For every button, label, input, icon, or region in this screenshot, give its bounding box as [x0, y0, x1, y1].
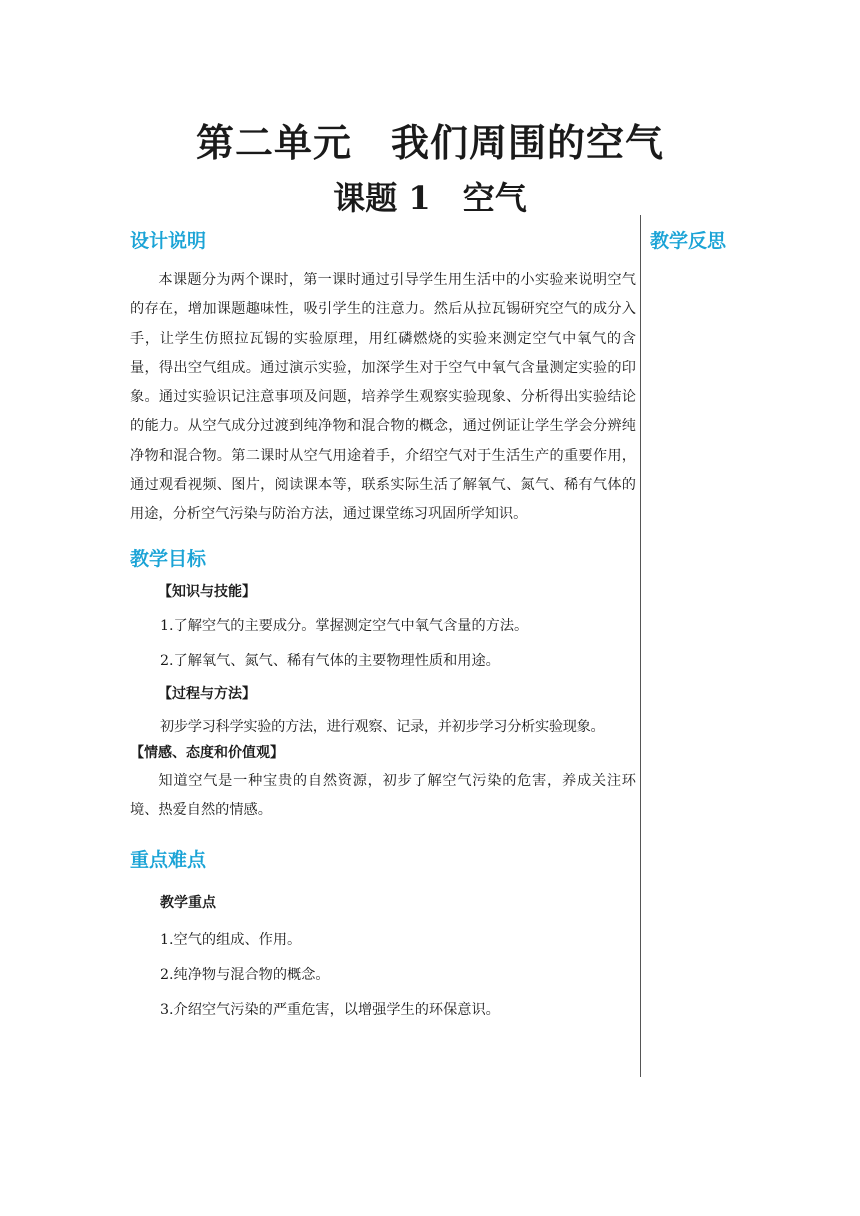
key-points-heading: 重点难点 — [130, 848, 207, 871]
key-point-item: 3.介绍空气污染的严重危害，以增强学生的环保意识。 — [160, 1001, 500, 1018]
process-text: 初步学习科学实验的方法，进行观察、记录，并初步学习分析实验现象。 — [160, 718, 605, 735]
reflection-heading: 教学反思 — [650, 230, 727, 252]
design-heading: 设计说明 — [130, 230, 207, 252]
knowledge-item: 2.了解氧气、氮气、稀有气体的主要物理性质和用途。 — [160, 652, 500, 669]
process-label: 【过程与方法】 — [158, 685, 256, 702]
emotion-text: 知道空气是一种宝贵的自然资源，初步了解空气污染的危害，养成关注环境、热爱自然的情感。 — [130, 772, 636, 818]
main-column — [130, 226, 636, 1020]
goals-heading: 教学目标 — [130, 547, 207, 570]
lesson-title: 课题 1 空气 — [333, 179, 527, 217]
knowledge-item: 1.了解空气的主要成分。掌握测定空气中氧气含量的方法。 — [160, 617, 529, 634]
column-divider — [640, 215, 641, 1077]
knowledge-label: 【知识与技能】 — [158, 583, 256, 600]
key-point-item: 2.纯净物与混合物的概念。 — [160, 966, 330, 983]
unit-title: 第二单元 我们周围的空气 — [195, 120, 664, 165]
design-paragraph: 本课题分为两个课时，第一课时通过引导学生用生活中的小实验来说明空气的存在，增加课题趣味性，吸引学生的注意力。然后从拉瓦锡研究空气的成分入手，让学生仿照拉瓦锡的实验原理，用红磷燃烧的实验来测定空气中氧气的含量，得出空气组成。通过演示实验，加深学生对于空气中氧气含量测定实验的印象。通过实验识记注意事项及问题，培养学生观察实验现象、分析得出实验结论的能力。从空气成分过渡到纯净物和混合物的概念，通过例证让学生学会分辨纯净物和混合物。第二课时从空气用途着手，介绍空气对于生活生产的重要作用，通过观看视频、图片，阅读课本等，联系实际生活了解氧气、氮气、稀有气体的用途，分析空气污染与防治方法，通过课堂练习巩固所学知识。 — [130, 272, 636, 523]
emotion-label: 【情感、态度和价值观】 — [130, 744, 284, 761]
key-points-subheading: 教学重点 — [160, 894, 216, 911]
key-point-item: 1.空气的组成、作用。 — [160, 931, 302, 948]
